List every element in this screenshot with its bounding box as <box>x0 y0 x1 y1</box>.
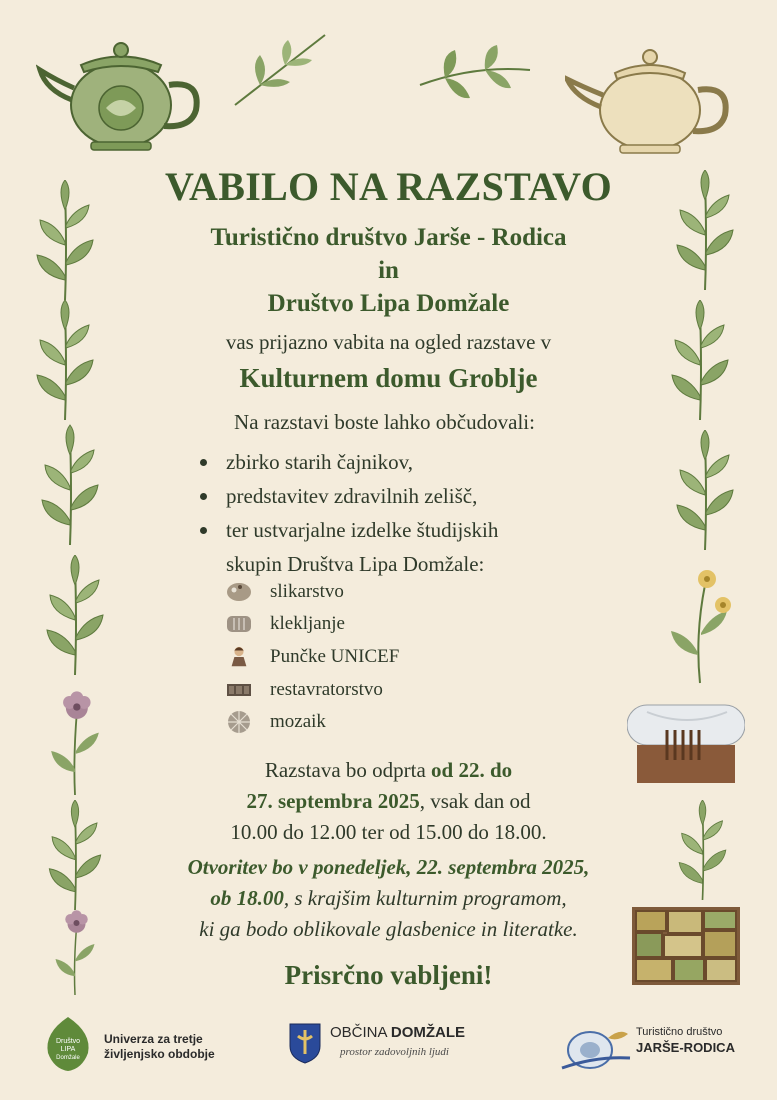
mosaic-icon <box>226 710 252 734</box>
jarse-rodica-logo-icon <box>560 1018 632 1072</box>
exhibit-list <box>196 445 498 581</box>
leaf-sprig <box>35 300 95 420</box>
list-item: ter ustvarjalne izdelke študijskih <box>196 513 498 547</box>
conjunction: in <box>378 257 399 284</box>
yellow-flower-sprig <box>665 565 735 685</box>
venue-name: Kulturnem domu Groblje <box>239 363 538 393</box>
cream-teapot-illustration <box>565 35 735 160</box>
bullet-icon <box>200 459 207 466</box>
organizer-2: Društvo Lipa Domžale <box>267 290 510 317</box>
invite-line: vas prijazno vabita na ogled razstave v <box>225 330 552 354</box>
doll-icon <box>226 645 252 669</box>
leaf-sprig <box>40 420 100 550</box>
lace-pillow-icon <box>226 612 252 636</box>
exhibition-dates: Razstava bo odprta od 22. do 27. septembra 2025, vsak dan od 10.00 do 12.00 ter od 15.00 do 18.00. <box>230 758 547 844</box>
green-teapot-illustration <box>36 30 206 155</box>
bullet-icon <box>200 527 207 534</box>
lipa-leaf-logo <box>42 1015 94 1073</box>
leaf-sprig <box>665 300 735 420</box>
organizer-1: Turistično društvo Jarše - Rodica <box>210 224 567 251</box>
list-item: predstavitev zdravilnih zelišč, <box>196 479 498 513</box>
svg-text:Domžale: Domžale <box>56 1055 80 1061</box>
top-leaf-sprig <box>230 30 330 110</box>
tourist-society-label: Turistično društvo JARŠE-RODICA <box>636 1026 735 1055</box>
palette-icon <box>226 580 252 604</box>
university-label: Univerza za tretje življenjsko obdobje <box>104 1032 215 1061</box>
invitation-title: VABILO NA RAZSTAVO <box>165 164 612 209</box>
obcina-slogan: prostor zadovoljnih ljudi <box>340 1046 449 1058</box>
list-item: zbirko starih čajnikov, <box>196 445 498 479</box>
obcina-domzale-logo: OBČINA DOMŽALE <box>330 1024 466 1041</box>
list-item-continued: skupin Društva Lipa Domžale: <box>226 552 485 576</box>
svg-text:LIPA: LIPA <box>60 1046 76 1053</box>
closing-greeting: Prisrčno vabljeni! <box>284 960 493 990</box>
domzale-coat-of-arms-icon <box>288 1022 322 1064</box>
exhibits-intro: Na razstavi boste lahko občudovali: <box>234 410 535 434</box>
leaf-sprig <box>45 555 105 675</box>
svg-text:Društvo: Društvo <box>55 1038 81 1045</box>
top-leaf-sprig <box>415 40 535 110</box>
opening-info: Otvoritev bo v ponedeljek, 22. septembra 2025, ob 18.00, s krajšim kulturnim programom, ki ga bodo oblikovale glasbenice in literatke. <box>187 855 590 941</box>
furniture-icon <box>226 678 252 702</box>
leaf-sprig <box>675 430 735 550</box>
bullet-icon <box>200 493 207 500</box>
